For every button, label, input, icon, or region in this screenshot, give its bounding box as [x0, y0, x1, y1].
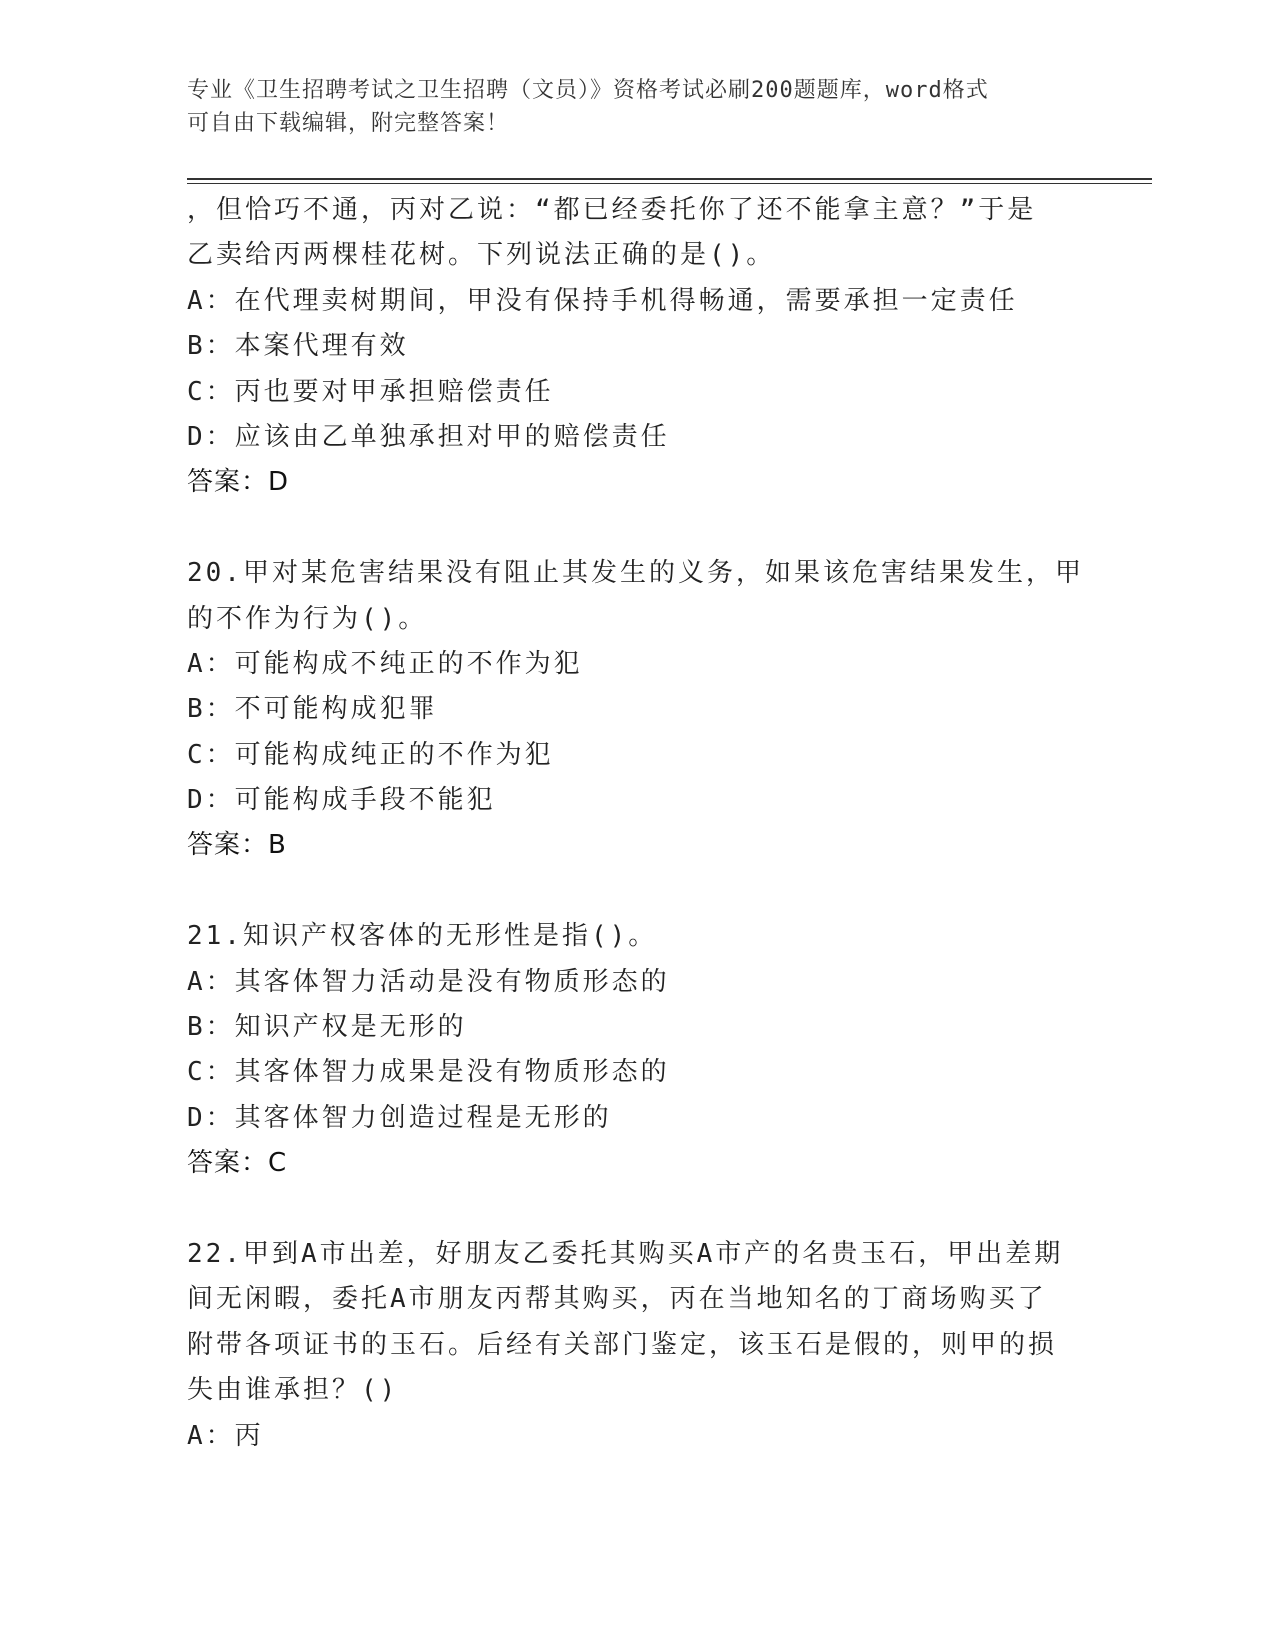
- option-a: A：可能构成不纯正的不作为犯: [187, 648, 583, 679]
- option-b: B：本案代理有效: [187, 331, 409, 362]
- option-c: C：其客体智力成果是没有物质形态的: [187, 1057, 670, 1088]
- question-stem-line: 22.甲到A市出差，好朋友乙委托其购买A市产的名贵玉石，甲出差期: [187, 1238, 1064, 1269]
- answer-line: 答案：B: [187, 830, 287, 861]
- header-divider-thick: [187, 178, 1152, 180]
- document-header: [187, 74, 1067, 140]
- question-21: [187, 914, 1087, 1186]
- answer-line: 答案：C: [187, 1148, 288, 1179]
- option-c: C：丙也要对甲承担赔偿责任: [187, 376, 554, 407]
- question-stem-line: 20.甲对某危害结果没有阻止其发生的义务，如果该危害结果发生，甲: [187, 558, 1084, 589]
- question-stem-line: 附带各项证书的玉石。后经有关部门鉴定，该玉石是假的，则甲的损: [187, 1329, 1058, 1360]
- option-a: A：丙: [187, 1420, 264, 1451]
- option-a: A：其客体智力活动是没有物质形态的: [187, 966, 670, 997]
- question-stem-line: 乙卖给丙两棵桂花树。下列说法正确的是()。: [187, 240, 776, 271]
- question-stem-line: ，但恰巧不通，丙对乙说：“都已经委托你了还不能拿主意？”于是: [187, 195, 1037, 225]
- option-a: A：在代理卖树期间，甲没有保持手机得畅通，需要承担一定责任: [187, 285, 1018, 316]
- question-stem-line: 21.知识产权客体的无形性是指()。: [187, 921, 658, 952]
- option-b: B：知识产权是无形的: [187, 1012, 467, 1043]
- question-list: [187, 188, 1087, 1459]
- question-stem-line: 的不作为行为()。: [187, 603, 428, 634]
- question-20: [187, 551, 1087, 869]
- option-b: B：不可能构成犯罪: [187, 694, 438, 725]
- option-d: D：可能构成手段不能犯: [187, 785, 496, 816]
- spacer: [187, 1187, 1087, 1232]
- answer-line: 答案：D: [187, 467, 290, 498]
- question-stem-line: 失由谁承担？(): [187, 1375, 399, 1406]
- option-d: D：其客体智力创造过程是无形的: [187, 1102, 612, 1133]
- option-c: C：可能构成纯正的不作为犯: [187, 739, 554, 770]
- spacer: [187, 869, 1087, 914]
- question-22: [187, 1232, 1087, 1459]
- option-d: D：应该由乙单独承担对甲的赔偿责任: [187, 421, 670, 452]
- question-19: [187, 188, 1087, 506]
- question-stem-line: 间无闲暇，委托A市朋友丙帮其购买，丙在当地知名的丁商场购买了: [187, 1284, 1047, 1315]
- spacer: [187, 506, 1087, 551]
- header-title-line-1: 专业《卫生招聘考试之卫生招聘（文员）》资格考试必刷200题题库，word格式: [187, 78, 989, 103]
- header-divider-thin: [187, 183, 1152, 184]
- header-title-line-2: 可自由下载编辑，附完整答案！: [187, 111, 510, 136]
